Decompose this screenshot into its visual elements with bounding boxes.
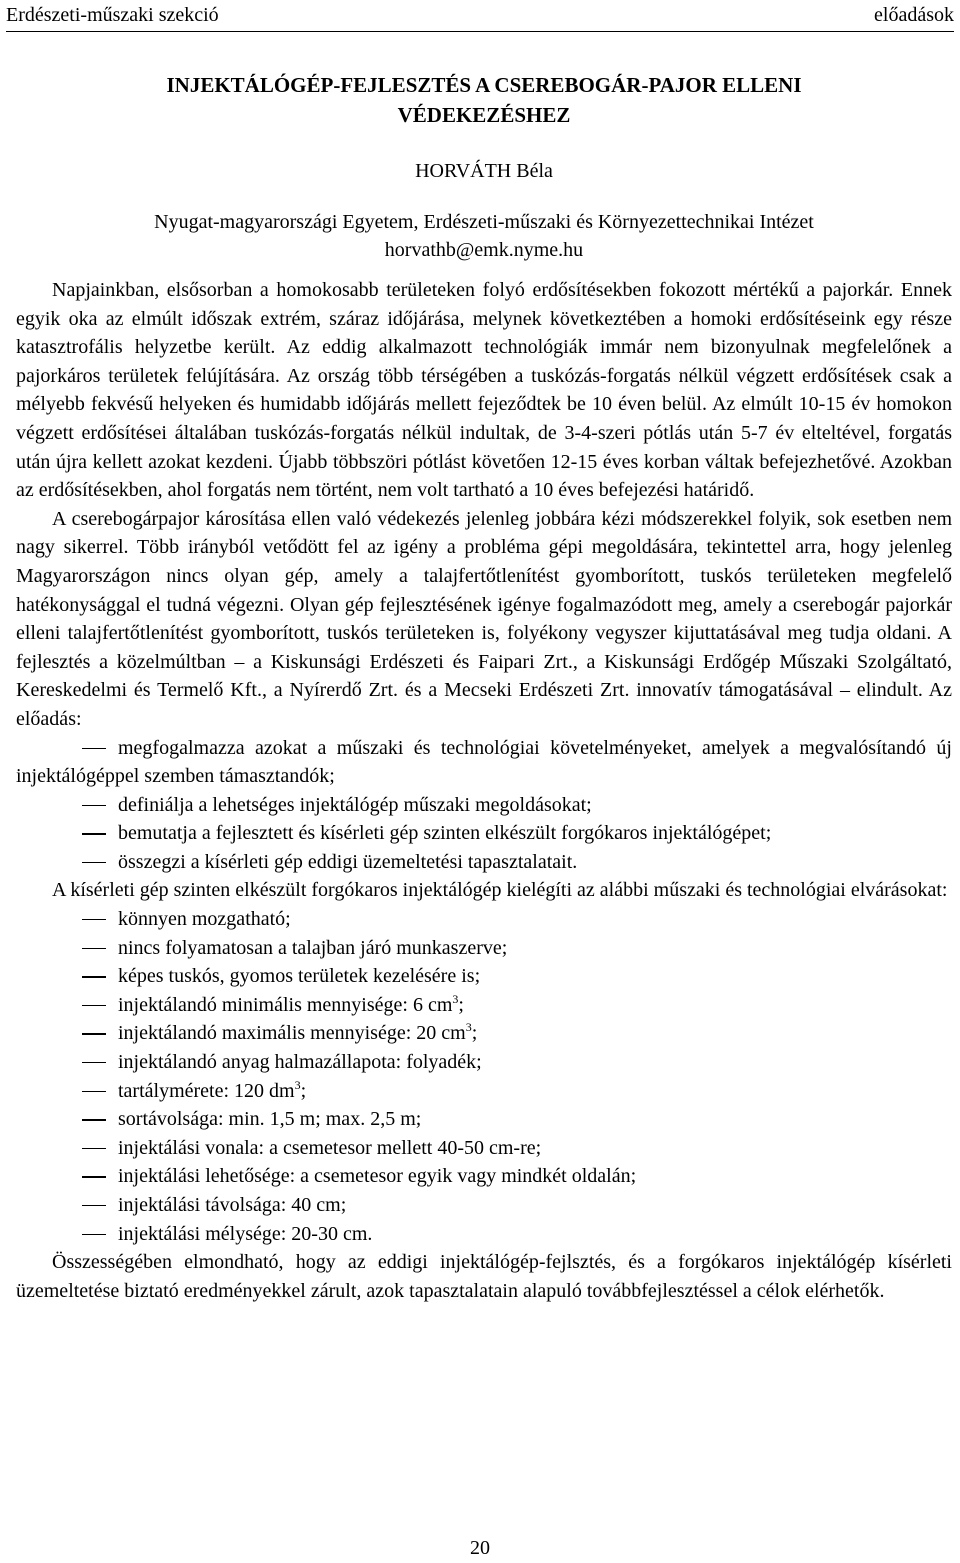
dash-bullet-icon <box>82 862 106 863</box>
header-section: Erdészeti-műszaki szekció <box>6 4 219 26</box>
author-name: HORVÁTH Béla <box>415 160 553 182</box>
dash-bullet-icon <box>82 1148 106 1149</box>
author-institution: Nyugat-magyarországi Egyetem, Erdészeti-műszaki és Környezettechnikai Intézet <box>154 211 814 233</box>
paragraph-problem: A cserebogárpajor károsítása ellen való védekezés jelenleg jobbára kézi módszerekkel folyik, sok esetben nem nagy sikerrel. Több irányból vetődött fel az igény a probléma gépi megoldására, tekintettel arra, hogy jelenleg Magyarországon nincs olyan gép, amely a talajfertőtlenítést gyomborított, tuskós területeken megfelelő hatékonysággal el tudná végezni. Olyan gép fejlesztésének igénye fogalmazódott meg, amely a cserebogár pajorkár elleni talajfertőtlenítést gyomborított, tuskós területeken is, folyékony vegyszer kijuttatásával meg tudja oldani. A fejlesztés a közelmúltban – a Kiskunsági Erdészeti és Faipari Zrt., a Kiskunsági Erdőgép Műszaki Szolgáltató, Kereskedelmi és Termelő Kft., a Nyírerdő Zrt. és a Mecseki Erdészeti Zrt. innovatív támogatásával – elindult. Az előadás: <box>16 507 952 730</box>
list-item: injektálási mélysége: 20-30 cm. <box>16 1220 952 1249</box>
dash-bullet-icon <box>82 805 106 806</box>
article-title <box>16 70 952 130</box>
list-item: megfogalmazza azokat a műszaki és technológiai követelményeket, amelyek a megvalósítandó új injektálógéppel szemben támasztandók; <box>16 736 952 788</box>
dash-bullet-icon <box>82 1062 106 1063</box>
list-item: definiálja a lehetséges injektálógép műszaki megoldásokat; <box>16 791 952 820</box>
dash-bullet-icon <box>82 1005 106 1006</box>
list-item: nincs folyamatosan a talajban járó munkaszerve; <box>16 934 952 963</box>
lecture-aims-list <box>16 734 952 877</box>
list-item: összegzi a kísérleti gép eddigi üzemeltetési tapasztalatait. <box>16 848 952 877</box>
paragraph-requirements: A kísérleti gép szinten elkészült forgókaros injektálógép kielégíti az alábbi műszaki és technológiai elvárásokat: <box>52 879 948 902</box>
dash-bullet-icon <box>82 1119 106 1120</box>
dash-bullet-icon <box>82 1033 106 1034</box>
list-item: könnyen mozgatható; <box>16 905 952 934</box>
paragraph-conclusion: Összességében elmondható, hogy az eddigi injektálógép-fejlsztés, és a forgókaros injektálógép kísérleti üzemeltetése biztató eredményekkel zárult, azok tapasztalatain alapuló továbbfejlesztéssel a célok elérhetők. <box>16 1251 952 1302</box>
document-page <box>16 70 952 1305</box>
article-body <box>16 276 952 1305</box>
page-number: 20 <box>470 1537 490 1559</box>
list-item: képes tuskós, gyomos területek kezelésére is; <box>16 962 952 991</box>
dash-bullet-icon <box>82 1176 106 1177</box>
list-item: bemutatja a fejlesztett és kísérleti gép szinten elkészült forgókaros injektálógépet; <box>16 819 952 848</box>
header-category: előadások <box>874 4 954 26</box>
list-item: injektálási vonala: a csemetesor mellett 40-50 cm-re; <box>16 1134 952 1163</box>
paragraph-intro: Napjainkban, elsősorban a homokosabb területeken folyó erdősítésekben fokozott mértékű a pajorkár. Ennek egyik oka az elmúlt időszak extrém, száraz időjárása, melynek következtében a homoki erdősítéseink egy része katasztrofális helyzetbe került. Az eddig alkalmazott technológiák immár nem bizonyulnak megfelelőnek a pajorkáros területek felújítására. Az ország több térségében a tuskózás-forgatás nélkül végzett erdősítések csak a mélyebb fekvésű helyeken és humidabb időjárás mellett fejeződtek be 10 éven belül. Az elmúlt 10-15 év homokon végzett erdősítései általában tuskózás-forgatás nélkül indultak, de 3-4-szeri pótlás után 5-7 év elteltével, forgatás után újra kellett azokat kezdeni. Újabb többszöri pótlást követően 12-15 éves korban váltak befejezhetővé. Azokban az erdősítésekben, ahol forgatás nem történt, nem volt tartható a 10 éves befejezési határidő. <box>16 279 952 502</box>
list-item: injektálási távolsága: 40 cm; <box>16 1191 952 1220</box>
list-item: sortávolsága: min. 1,5 m; max. 2,5 m; <box>16 1105 952 1134</box>
title-line-1: INJEKTÁLÓGÉP-FEJLESZTÉS A CSEREBOGÁR-PAJOR ELLENI <box>166 73 802 97</box>
dash-bullet-icon <box>82 1091 106 1092</box>
dash-bullet-icon <box>82 1205 106 1206</box>
list-item: tartálymérete: 120 $dm^3$; <box>16 1077 952 1106</box>
list-item: injektálandó anyag halmazállapota: folyadék; <box>16 1048 952 1077</box>
list-item: injektálási lehetősége: a csemetesor egyik vagy mindkét oldalán; <box>16 1162 952 1191</box>
requirements-list <box>16 905 952 1248</box>
dash-bullet-icon <box>82 976 106 977</box>
dash-bullet-icon <box>82 919 106 920</box>
author-email: horvathb@emk.nyme.hu <box>384 239 584 261</box>
dash-bullet-icon <box>82 1234 106 1235</box>
dash-bullet-icon <box>82 833 106 834</box>
dash-bullet-icon <box>82 748 106 749</box>
dash-bullet-icon <box>82 948 106 949</box>
running-header <box>6 2 954 32</box>
list-item: injektálandó minimális mennyisége: 6 $cm^3$; <box>16 991 952 1020</box>
title-line-2: VÉDEKEZÉSHEZ <box>397 103 571 127</box>
list-item: injektálandó maximális mennyisége: 20 $cm^3$; <box>16 1019 952 1048</box>
